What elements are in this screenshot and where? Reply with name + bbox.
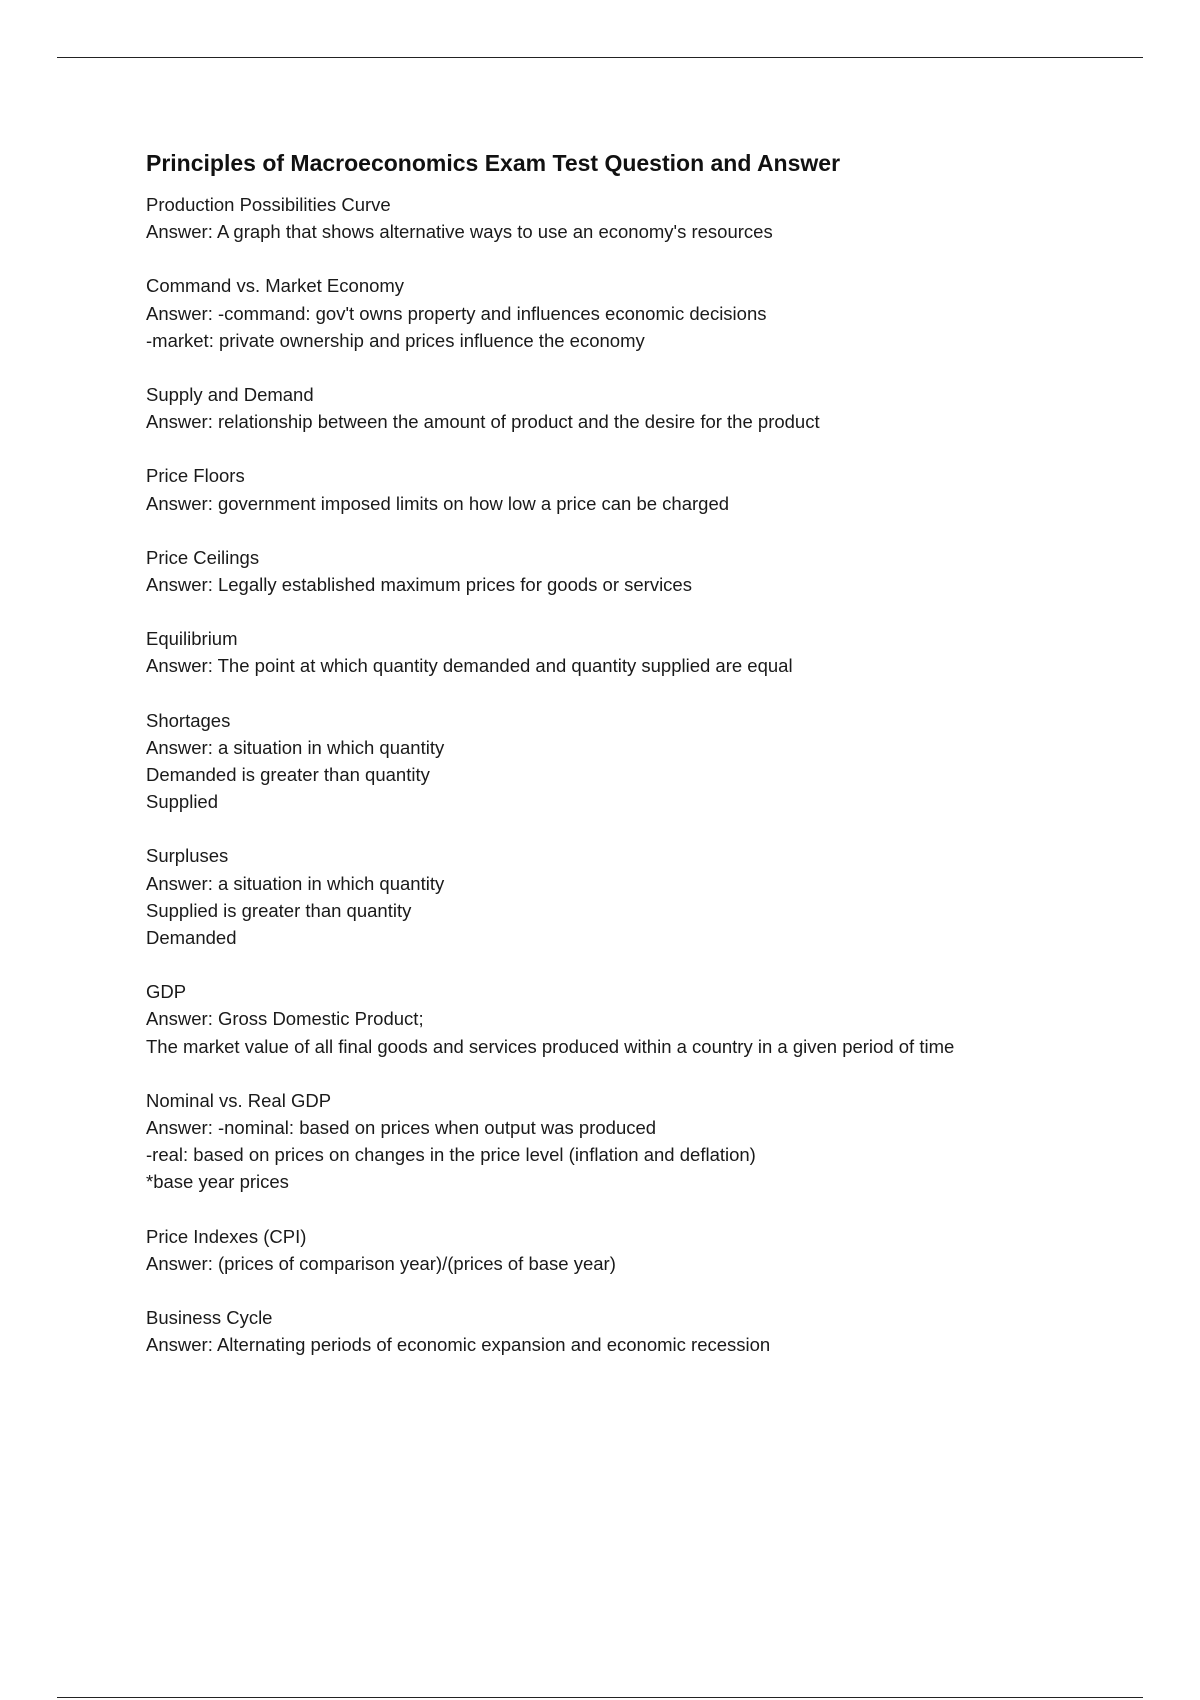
qa-answer-line: Answer: Gross Domestic Product;	[146, 1008, 424, 1030]
qa-answer-line: Demanded	[146, 927, 237, 949]
qa-term: Shortages	[146, 709, 231, 731]
qa-term: Price Indexes (CPI)	[146, 1225, 307, 1247]
document-title: Principles of Macroeconomics Exam Test Question and Answer	[146, 150, 841, 176]
qa-item	[146, 978, 1106, 1060]
qa-item	[146, 544, 1106, 598]
qa-term: Surpluses	[146, 845, 229, 867]
qa-item	[146, 625, 1106, 679]
qa-term: Price Floors	[146, 465, 245, 487]
qa-answer-line: Answer: A graph that shows alternative ways to use an economy's resources	[146, 221, 773, 243]
qa-answer-line: Answer: a situation in which quantity	[146, 736, 445, 758]
qa-answer-line: Answer: Legally established maximum prices for goods or services	[146, 574, 692, 596]
qa-term: Equilibrium	[146, 628, 238, 650]
qa-answer-line: Answer: a situation in which quantity	[146, 872, 445, 894]
qa-item	[146, 1087, 1106, 1196]
qa-answer-line: *base year prices	[146, 1171, 289, 1193]
qa-answer-line: Answer: -nominal: based on prices when output was produced	[146, 1117, 657, 1139]
qa-answer-line: Answer: government imposed limits on how low a price can be charged	[146, 492, 730, 514]
qa-answer-line: Supplied is greater than quantity	[146, 899, 412, 921]
footer-rule	[57, 1697, 1143, 1698]
qa-item	[146, 842, 1106, 951]
qa-answer-line: Answer: relationship between the amount of product and the desire for the product	[146, 411, 820, 433]
qa-answer-line: Supplied	[146, 791, 219, 813]
qa-item	[146, 462, 1106, 516]
qa-term: Supply and Demand	[146, 384, 314, 406]
qa-item	[146, 707, 1106, 816]
qa-answer-line: Answer: Alternating periods of economic expansion and economic recession	[146, 1334, 771, 1356]
qa-term: GDP	[146, 981, 187, 1003]
qa-answer-line: Answer: The point at which quantity demanded and quantity supplied are equal	[146, 655, 793, 677]
document-body	[146, 146, 1106, 1386]
qa-answer-line: Answer: -command: gov't owns property and influences economic decisions	[146, 302, 767, 324]
qa-answer-line: -market: private ownership and prices influence the economy	[146, 329, 645, 351]
qa-item	[146, 1223, 1106, 1277]
qa-term: Price Ceilings	[146, 546, 260, 568]
qa-answer-line: Demanded is greater than quantity	[146, 764, 430, 786]
qa-item	[146, 191, 1106, 245]
qa-item	[146, 272, 1106, 354]
qa-term: Business Cycle	[146, 1307, 273, 1329]
qa-term: Command vs. Market Economy	[146, 275, 405, 297]
header-rule	[57, 57, 1143, 58]
qa-answer-line: -real: based on prices on changes in the price level (inflation and deflation)	[146, 1144, 756, 1166]
qa-term: Nominal vs. Real GDP	[146, 1089, 332, 1111]
qa-item	[146, 1304, 1106, 1358]
qa-answer-line: Answer: (prices of comparison year)/(prices of base year)	[146, 1252, 616, 1274]
qa-item	[146, 381, 1106, 435]
qa-answer-line: The market value of all final goods and services produced within a country in a given period of time	[146, 1035, 955, 1057]
qa-term: Production Possibilities Curve	[146, 194, 391, 215]
